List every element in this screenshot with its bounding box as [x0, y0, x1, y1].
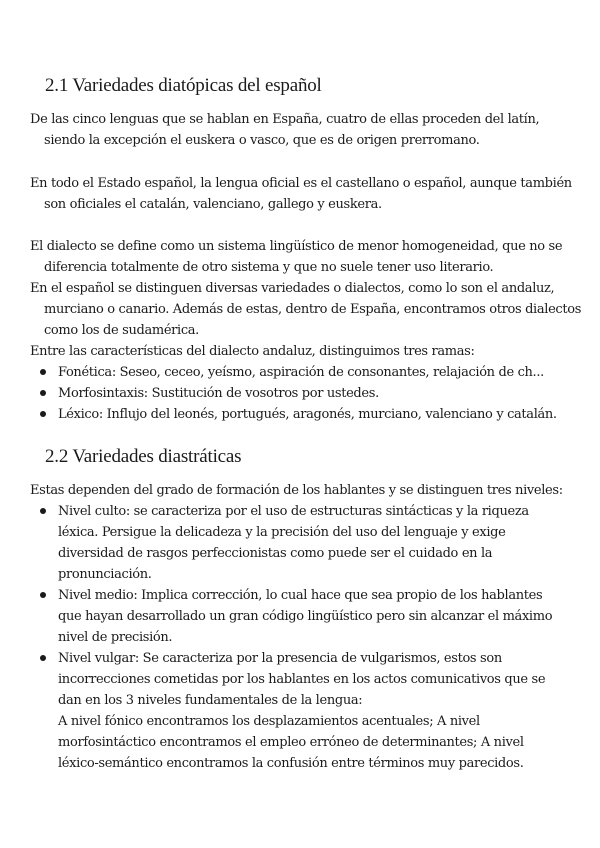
- niveles-list: [38, 501, 564, 774]
- paragraph-dialecto: El dialecto se define como un sistema lingüístico de menor homogeneidad, que no se diferencia totalmente de otro sistema y que no suele tener uso literario.: [30, 239, 563, 275]
- list-item: Morfosintaxis: Sustitución de vosotros por ustedes.: [38, 383, 564, 404]
- bullet-icon: [40, 369, 46, 375]
- paragraph-lenguas: De las cinco lenguas que se hablan en España, cuatro de ellas proceden del latín, siendo la excepción el euskera o vasco, que es de origen prerromano.: [30, 112, 540, 148]
- andaluz-list: [38, 362, 564, 425]
- bullet-icon: [40, 508, 46, 514]
- list-item: Nivel vulgar: Se caracteriza por la presencia de vulgarismos, estos son incorrecciones cometidas por los hablantes en los actos comunicativos que se dan en los 3 niveles fundamentales de la lengua: A nivel fónico encontramos los desplazamientos acentuales; A nivel morfosintáctico encontramos el empleo erróneo de determinantes; A nivel léxico-semántico encontramos la confusión entre términos muy parecidos.: [38, 648, 564, 774]
- paragraph-andaluz: Entre las características del dialecto andaluz, distinguimos tres ramas:: [30, 344, 475, 359]
- bullet-icon: [40, 655, 46, 661]
- list-item: Nivel medio: Implica corrección, lo cual hace que sea propio de los hablantes que hayan desarrollado un gran código lingüístico pero sin alcanzar el máximo nivel de precisión.: [38, 585, 564, 648]
- list-item: Léxico: Influjo del leonés, portugués, aragonés, murciano, valenciano y catalán.: [38, 404, 564, 425]
- list-item: Fonética: Seseo, ceceo, yeísmo, aspiración de consonantes, relajación de ch...: [38, 362, 564, 383]
- section-title-diatopicas: 2.1 Variedades diatópicas del español: [45, 75, 322, 96]
- bullet-icon: [40, 411, 46, 417]
- paragraph-estado: En todo el Estado español, la lengua oficial es el castellano o español, aunque también son oficiales el catalán, valenciano, gallego y euskera.: [30, 176, 572, 212]
- vulgar-examples: A nivel fónico encontramos los desplazamientos acentuales; A nivel morfosintáctico encontramos el empleo erróneo de determinantes; A nivel léxico-semántico encontramos la confusión entre términos muy parecidos.: [58, 714, 524, 771]
- list-item: Nivel culto: se caracteriza por el uso de estructuras sintácticas y la riqueza léxica. Persigue la delicadeza y la precisión del uso del lenguaje y exige diversidad de rasgos perfeccionistas como puede ser el cuidado en la pronunciación.: [38, 501, 564, 585]
- section-title-diastraticas: 2.2 Variedades diastráticas: [45, 446, 242, 467]
- paragraph-variedades: En el español se distinguen diversas variedades o dialectos, como lo son el andaluz, murciano o canario. Además de estas, dentro de España, encontramos otros dialectos como los de sudamérica.: [30, 281, 582, 338]
- paragraph-niveles: Estas dependen del grado de formación de los hablantes y se distinguen tres niveles:: [30, 483, 563, 498]
- bullet-icon: [40, 390, 46, 396]
- bullet-icon: [40, 592, 46, 598]
